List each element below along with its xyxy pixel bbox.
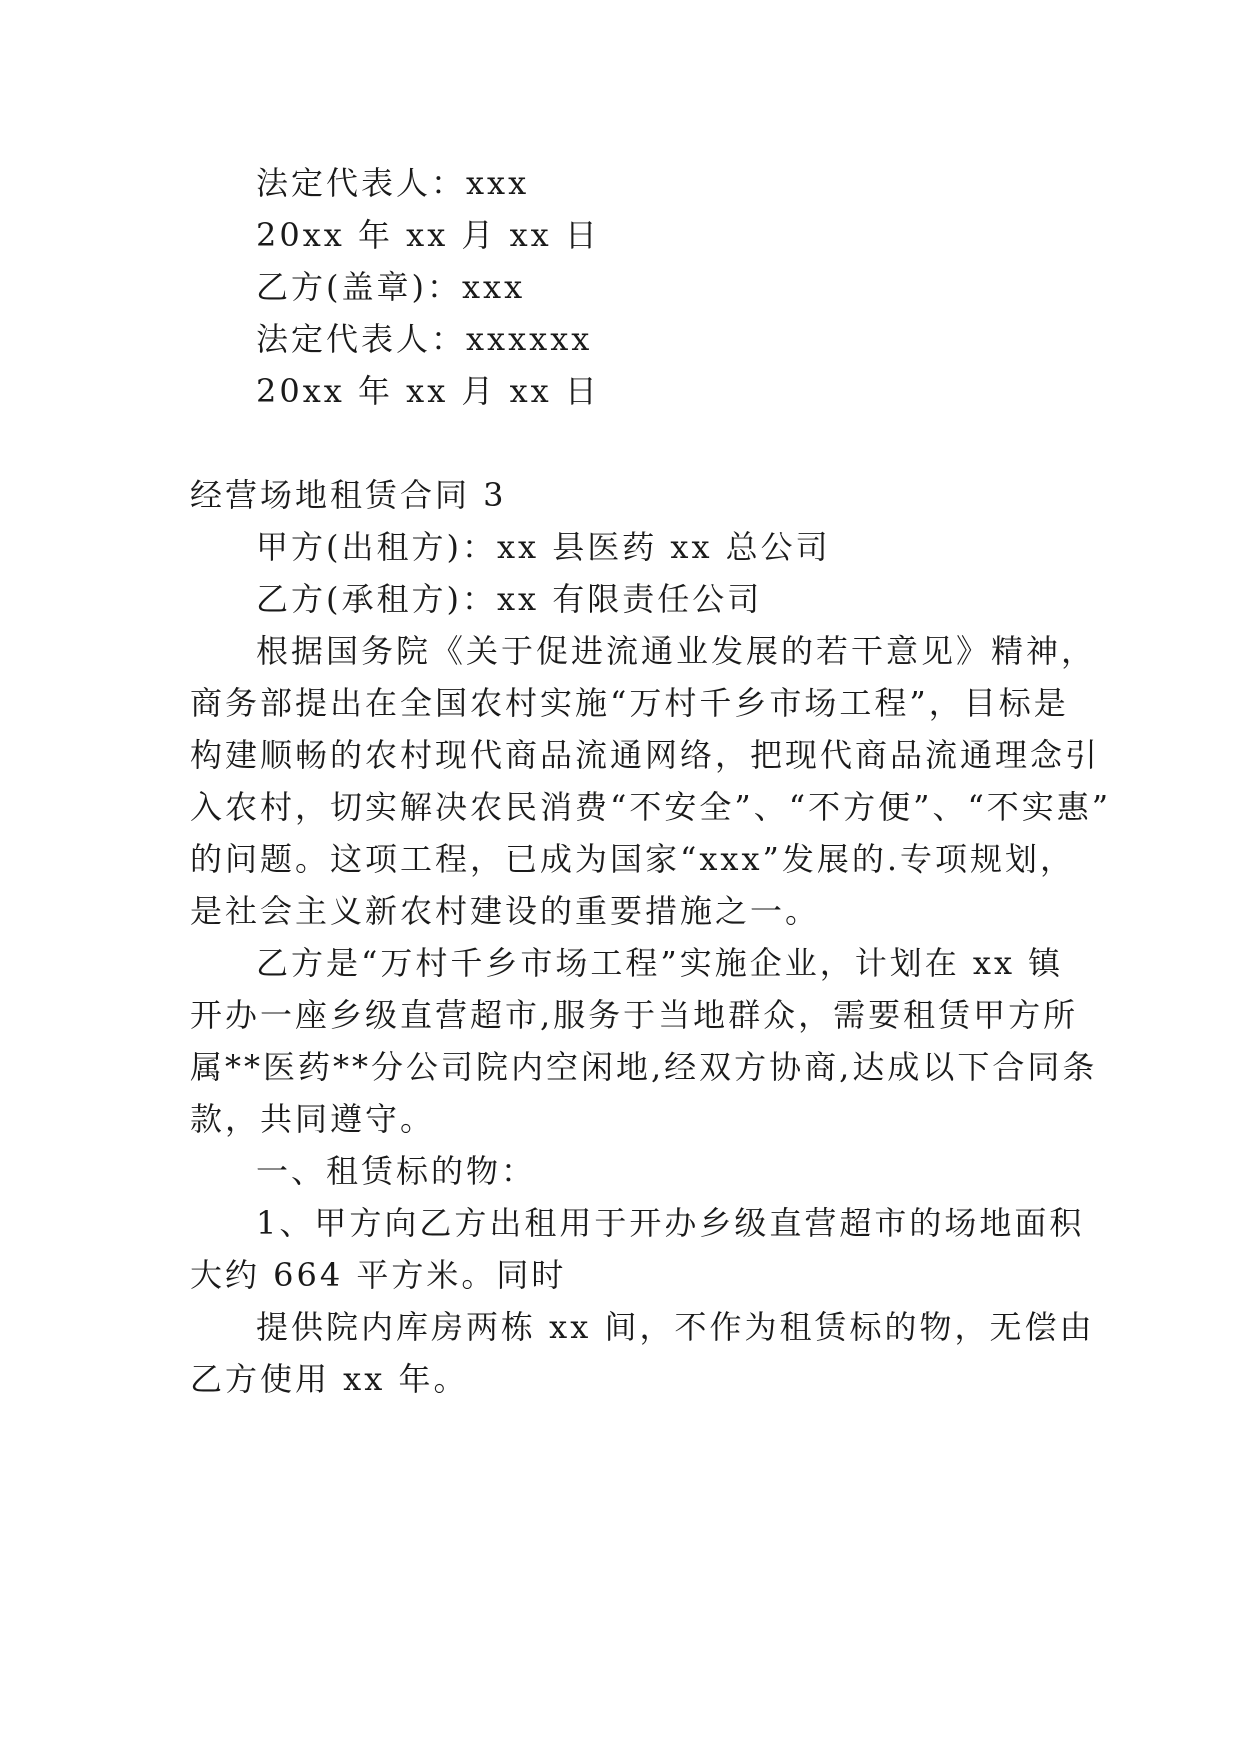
paragraph-line: 乙方是“万村千乡市场工程”实施企业，计划在 xx 镇 bbox=[256, 944, 1064, 982]
party-b-seal: 乙方(盖章)：xxx bbox=[256, 268, 526, 306]
party-a-line: 甲方(出租方)：xx 县医药 xx 总公司 bbox=[256, 528, 831, 566]
party-b-line: 乙方(承租方)：xx 有限责任公司 bbox=[256, 580, 763, 618]
legal-representative-a: 法定代表人：xxx bbox=[256, 164, 530, 202]
item-line: 提供院内库房两栋 xx 间，不作为租赁标的物，无偿由 bbox=[256, 1308, 1095, 1346]
date-b: 20xx 年 xx 月 xx 日 bbox=[256, 372, 600, 410]
item-line: 大约 664 平方米。同时 bbox=[190, 1256, 567, 1294]
paragraph-line: 款，共同遵守。 bbox=[190, 1100, 436, 1138]
paragraph-line: 入农村，切实解决农民消费“不安全”、“不方便”、“不实惠” bbox=[190, 788, 1112, 826]
paragraph-line: 是社会主义新农村建设的重要措施之一。 bbox=[190, 892, 821, 930]
contract-title: 经营场地租赁合同 3 bbox=[190, 476, 507, 514]
paragraph-line: 根据国务院《关于促进流通业发展的若干意见》精神， bbox=[256, 632, 1097, 670]
paragraph-line: 商务部提出在全国农村实施“万村千乡市场工程”，目标是 bbox=[190, 684, 1069, 722]
paragraph-line: 构建顺畅的农村现代商品流通网络，把现代商品流通理念引 bbox=[190, 736, 1101, 774]
legal-representative-b: 法定代表人：xxxxxx bbox=[256, 320, 593, 358]
paragraph-line: 开办一座乡级直营超市,服务于当地群众，需要租赁甲方所 bbox=[190, 996, 1079, 1034]
item-line: 1、甲方向乙方出租用于开办乡级直营超市的场地面积 bbox=[256, 1204, 1085, 1242]
paragraph-line: 属**医药**分公司院内空闲地,经双方协商,达成以下合同条 bbox=[190, 1048, 1098, 1086]
date-a: 20xx 年 xx 月 xx 日 bbox=[256, 216, 600, 254]
paragraph-line: 的问题。这项工程，已成为国家“xxx”发展的.专项规划， bbox=[190, 840, 1076, 878]
item-line: 乙方使用 xx 年。 bbox=[190, 1360, 469, 1398]
section-heading: 一、租赁标的物： bbox=[256, 1152, 537, 1190]
